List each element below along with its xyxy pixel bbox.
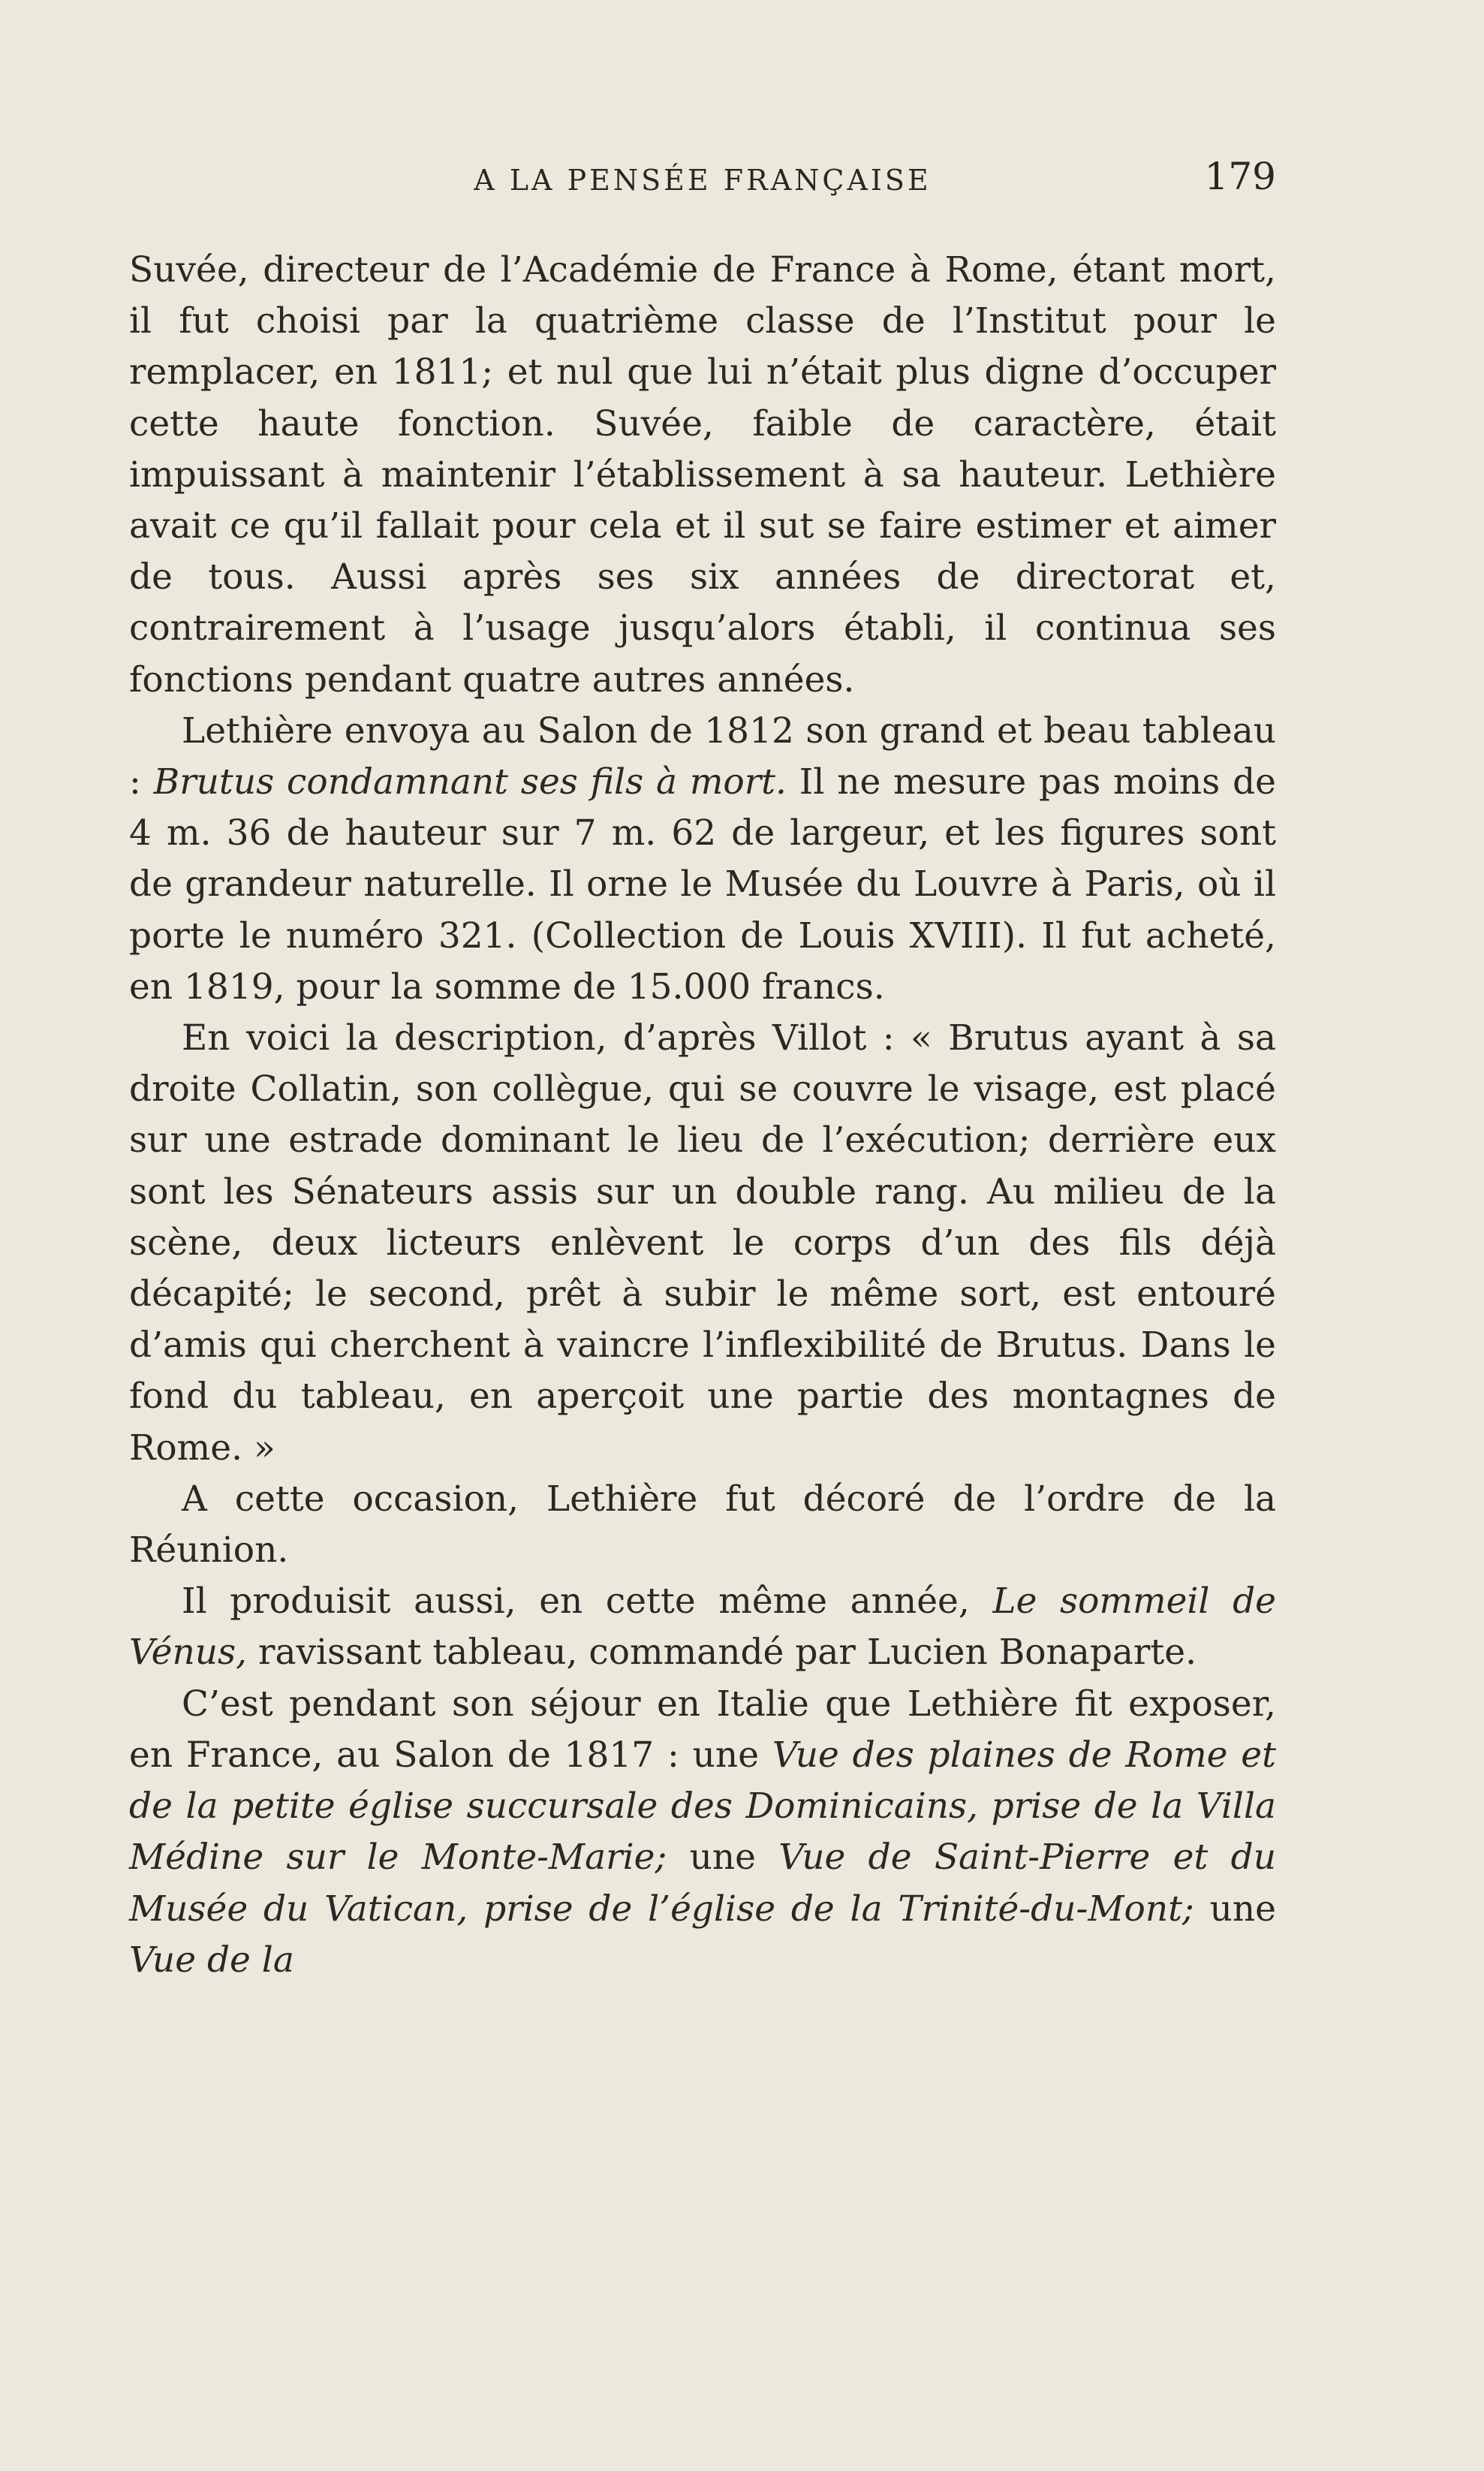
page-number: 179 (1204, 155, 1276, 198)
page-header (129, 155, 1276, 209)
paragraph-6-text-e: une (1194, 1888, 1276, 1930)
painting-title-plaines-de-rome: Vue des plaines de Rome et de la petite église succursale des Dominicains, prise de la Villa Médine sur le Monte-Marie; (129, 1734, 1276, 1879)
painting-title-venus: Le sommeil de Vénus, (129, 1581, 1276, 1674)
body-text (129, 245, 1276, 1986)
painting-title-saint-pierre: Vue de Saint-Pierre et du Musée du Vatican, prise de l’église de la Trinité-du-Mont; (129, 1837, 1277, 1930)
paragraph-5 (129, 1576, 1276, 1678)
paragraph-4 (129, 1474, 1276, 1576)
paragraph-6 (129, 1679, 1276, 1986)
paragraph-5-text-a: Il produisit aussi, en cette même année, (182, 1581, 993, 1623)
paragraph-1 (129, 245, 1276, 706)
paragraph-3-text: En voici la description, d’après Villot : « Brutus ayant à sa droite Collatin, son collègue, qui se couvre le visage, est placé sur une estrade dominant le lieu de l’exécution; derrière eux sont les Sénateurs assis sur un double rang. Au milieu de la scène, deux licteurs enlèvent le corps d’un des fils déjà décapité; le second, prêt à subir le même sort, est entouré d’amis qui cherchent à vaincre l’inflexibilité de Brutus. Dans le fond du tableau, en aperçoit une partie des montagnes de Rome. » (129, 1017, 1276, 1469)
paragraph-2-text-a: Lethière envoya au Salon de 1812 son grand et beau tableau : (129, 710, 1276, 803)
running-head: A LA PENSÉE FRANÇAISE (474, 164, 932, 197)
painting-title-brutus: Brutus condamnant ses fils à mort. (153, 761, 787, 803)
paragraph-3 (129, 1013, 1276, 1474)
paragraph-1-text: Suvée, directeur de l’Académie de France à Rome, étant mort, il fut choisi par la quatrième classe de l’Institut pour le remplacer, en 1811; et nul que lui n’était plus digne d’occuper cette haute fonction. Suvée, faible de caractère, était impuissant à maintenir l’établissement à sa hauteur. Lethière avait ce qu’il fallait pour cela et il sut se faire estimer et aimer de tous. Aussi après ses six années de directorat et, contrairement à l’usage jusqu’alors établi, il continua ses fonctions pendant quatre autres années. (129, 249, 1276, 701)
paragraph-4-text: A cette occasion, Lethière fut décoré de l’ordre de la Réunion. (129, 1478, 1276, 1571)
paragraph-2-text-c: Il ne mesure pas moins de 4 m. 36 de hauteur sur 7 m. 62 de largeur, et les figures sont de grandeur naturelle. Il orne le Musée du Louvre à Paris, où il porte le numéro 321. (Collection de Louis XVIII). Il fut acheté, en 1819, pour la somme de 15.000 francs. (129, 761, 1276, 1008)
paragraph-6-text-a: C’est pendant son séjour en Italie que Lethière fit exposer, en France, au Salon de 1817 : une (129, 1683, 1276, 1776)
paragraph-2 (129, 706, 1276, 1013)
painting-title-vue-de-la: Vue de la (129, 1939, 294, 1981)
paragraph-6-text-c: une (667, 1837, 779, 1879)
paragraph-5-text-c: ravissant tableau, commandé par Lucien Bonaparte. (247, 1632, 1197, 1674)
